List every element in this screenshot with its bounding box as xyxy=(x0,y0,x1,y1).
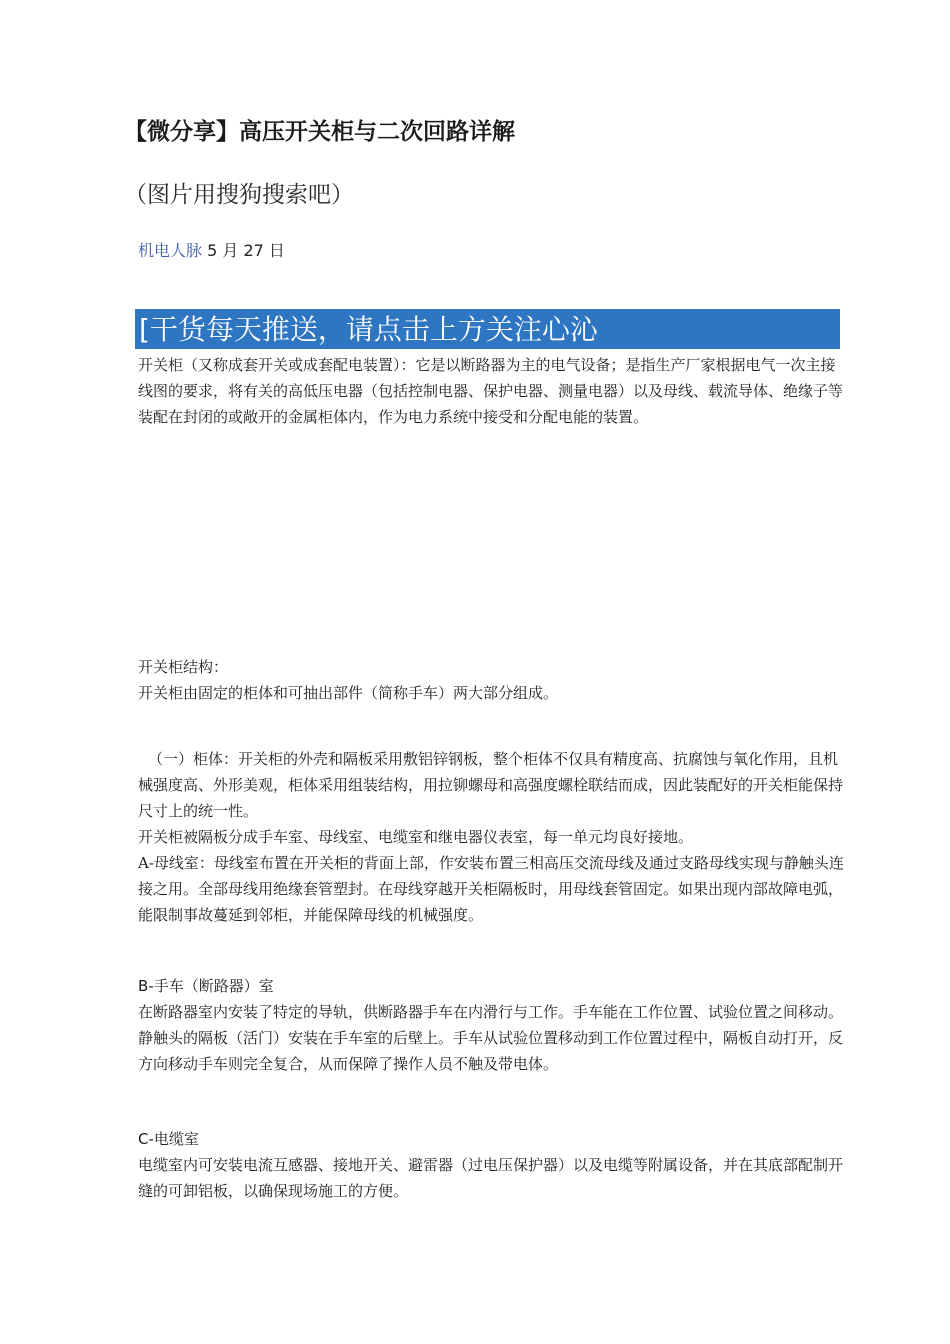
breaker-room-heading: B-手车（断路器）室 xyxy=(138,977,274,995)
publish-date: 5 月 27 日 xyxy=(202,241,285,260)
structure-heading: 开关柜结构： xyxy=(138,658,229,676)
author-link[interactable]: 机电人脉 xyxy=(138,241,203,260)
intro-text: 开关柜（又称成套开关或成套配电装置）：它是以断路器为主的电气设备；是指生产厂家根据电气一次主接线图的要求，将有关的高低压电器（包括控制电器、保护电器、测量电器）以及母线、载流导体、绝缘子等装配在封闭的或敞开的金属柜体内，作为电力系统中接受和分配电能的装置。 xyxy=(138,356,844,426)
cable-room-heading: C-电缆室 xyxy=(138,1130,199,1148)
busbar-room-text: A-母线室：母线室布置在开关柜的背面上部，作安装布置三相高压交流母线及通过支路母线实现与静触头连接之用。全部母线用绝缘套管塑封。在母线穿越开关柜隔板时，用母线套管固定。如果出现内部故障电弧，能限制事故蔓延到邻柜，并能保障母线的机械强度。 xyxy=(138,854,844,924)
byline xyxy=(138,238,285,261)
structure-section xyxy=(138,654,848,706)
page-subtitle: （图片用搜狗搜索吧） xyxy=(124,182,354,208)
cable-room-text: 电缆室内可安装电流互感器、接地开关、避雷器（过电压保护器）以及电缆等附属设备，并在其底部配制开缝的可卸铝板，以确保现场施工的方便。 xyxy=(138,1156,844,1200)
cabinet-text: （一）柜体：开关柜的外壳和隔板采用敷铝锌钢板，整个柜体不仅具有精度高、抗腐蚀与氧化作用，且机械强度高、外形美观，柜体采用组装结构，用拉铆螺母和高强度螺栓联结而成，因此装配好的开关柜能保持尺寸上的统一性。 xyxy=(138,750,844,820)
structure-text: 开关柜由固定的柜体和可抽出部件（简称手车）两大部分组成。 xyxy=(138,684,559,702)
breaker-room-section xyxy=(138,973,848,1077)
follow-banner: [干货每天推送，请点击上方关注心沁 xyxy=(135,309,840,349)
breaker-room-text: 在断路器室内安装了特定的导轨，供断路器手车在内滑行与工作。手车能在工作位置、试验位置之间移动。静触头的隔板（活门）安装在手车室的后壁上。手车从试验位置移动到工作位置过程中，隔板自动打开，反方向移动手车则完全复合，从而保障了操作人员不触及带电体。 xyxy=(138,1003,844,1073)
cabinet-section xyxy=(138,746,848,928)
page-title: 【微分享】高压开关柜与二次回路详解 xyxy=(124,119,515,145)
cable-room-section xyxy=(138,1126,848,1204)
cabinet-rooms-text: 开关柜被隔板分成手车室、母线室、电缆室和继电器仪表室，每一单元均良好接地。 xyxy=(138,828,694,846)
intro-paragraph xyxy=(138,352,848,430)
